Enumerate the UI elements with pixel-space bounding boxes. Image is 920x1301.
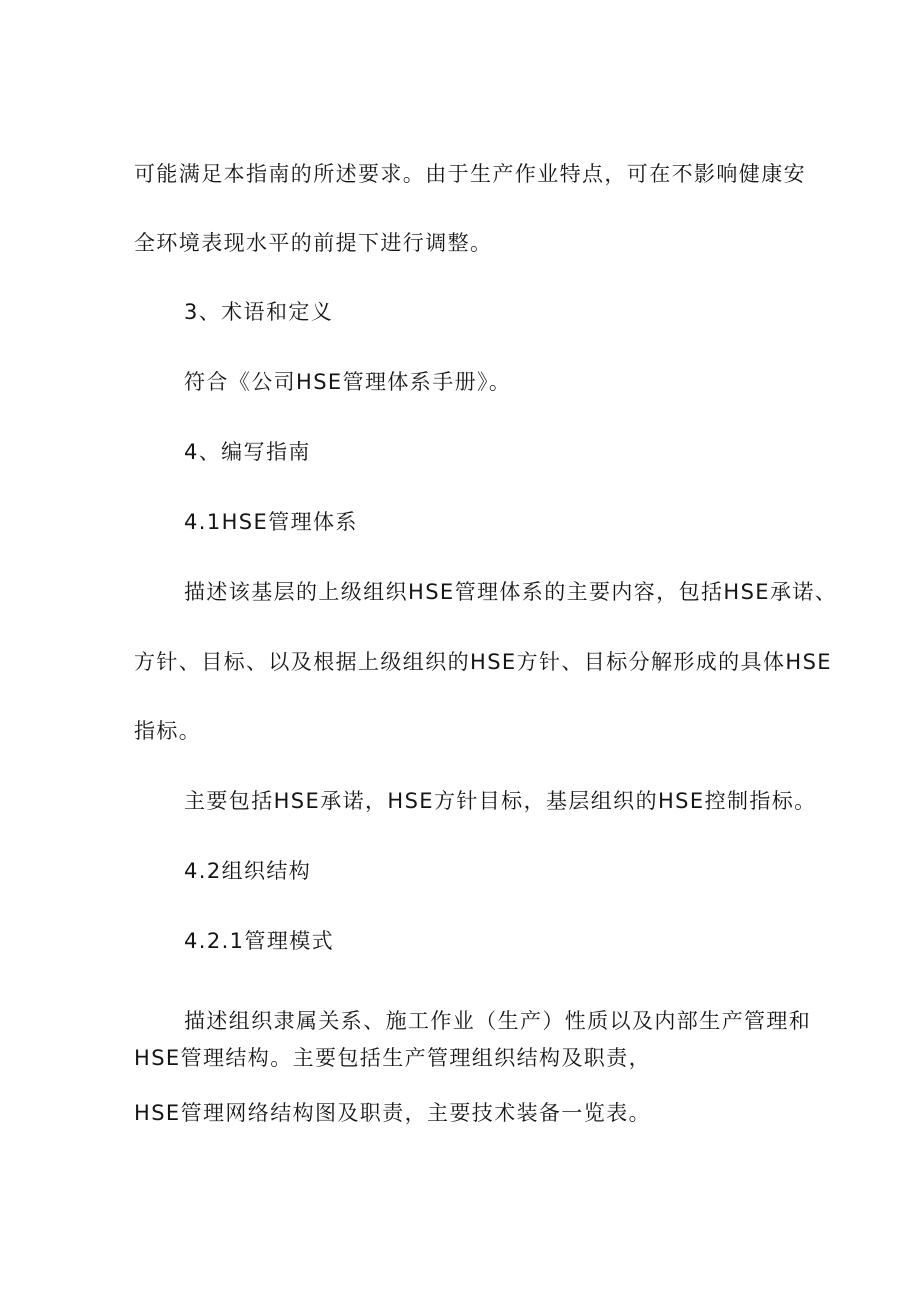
subsection-heading: 4.1HSE管理体系 — [184, 510, 358, 534]
paragraph-line: 符合《公司HSE管理体系手册》。 — [184, 370, 512, 394]
paragraph-line: 全环境表现水平的前提下进行调整。 — [134, 231, 493, 255]
subsection-heading: 4.2组织结构 — [184, 859, 312, 883]
section-heading: 3、术语和定义 — [184, 300, 334, 324]
paragraph-line: 描述组织隶属关系、施工作业（生产）性质以及内部生产管理和 — [184, 1009, 812, 1033]
subsection-heading: 4.2.1管理模式 — [184, 929, 335, 953]
paragraph-line: HSE管理网络结构图及职责，主要技术装备一览表。 — [134, 1101, 651, 1125]
paragraph-line: 描述该基层的上级组织HSE管理体系的主要内容，包括HSE承诺、 — [184, 580, 838, 604]
paragraph-line: 主要包括HSE承诺，HSE方针目标，基层组织的HSE控制指标。 — [184, 789, 817, 813]
section-heading: 4、编写指南 — [184, 440, 311, 464]
paragraph-line: 可能满足本指南的所述要求。由于生产作业特点，可在不影响健康安 — [134, 162, 806, 186]
paragraph-line: 指标。 — [134, 719, 202, 743]
paragraph-line: HSE管理结构。主要包括生产管理组织结构及职责， — [134, 1046, 651, 1070]
paragraph-line: 方针、目标、以及根据上级组织的HSE方针、目标分解形成的具体HSE — [134, 650, 832, 674]
